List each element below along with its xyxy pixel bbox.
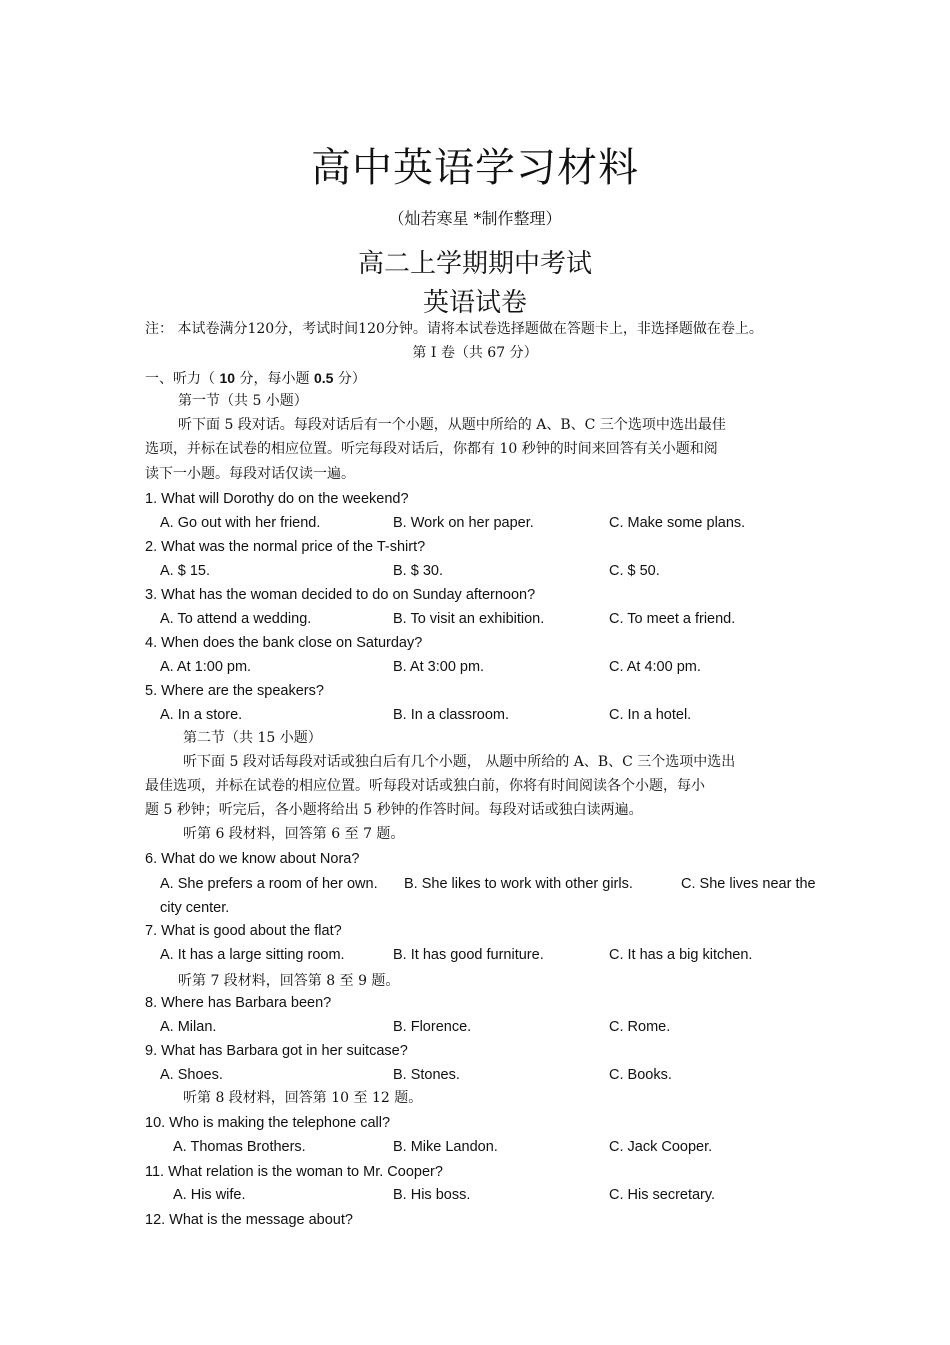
- page-title: 高中英语学习材料: [311, 145, 639, 191]
- option-b: B. To visit an exhibition.: [393, 611, 545, 627]
- option-a: A. In a store.: [160, 707, 243, 723]
- option-b: B. Mike Landon.: [393, 1139, 498, 1155]
- option-c-continued: city center.: [160, 900, 230, 916]
- option-a: A. $ 15.: [160, 563, 210, 579]
- question-stem: 5. Where are the speakers?: [145, 683, 324, 699]
- option-c: C. Books.: [609, 1067, 672, 1083]
- section-two-instructions-line: 最佳选项，并标在试卷的相应位置。听每段对话或独白前，你将有时间阅读各个小题，每小: [145, 778, 705, 794]
- heading-prefix: 一、听力（: [145, 371, 220, 387]
- option-a: A. Milan.: [160, 1019, 217, 1035]
- page-subtitle: （灿若寒星 *制作整理）: [388, 209, 562, 228]
- heading-each: 0.5: [313, 370, 334, 386]
- option-b: B. In a classroom.: [393, 707, 510, 723]
- section-one-instructions-line: 选项，并标在试卷的相应位置。听完每段对话后，你都有 10 秒钟的时间来回答有关小题和阅: [145, 441, 718, 457]
- section-one-title: 第一节（共 5 小题）: [178, 393, 308, 409]
- option-a: A. Go out with her friend.: [160, 515, 321, 531]
- option-b: B. Florence.: [393, 1019, 472, 1035]
- option-b: B. It has good furniture.: [393, 947, 544, 963]
- question-stem: 8. Where has Barbara been?: [145, 995, 332, 1011]
- section-one-instructions-line: 听下面 5 段对话。每段对话后有一个小题，从题中所给的 A、B、C 三个选项中选出最佳: [178, 417, 726, 433]
- option-b: B. She likes to work with other girls.: [404, 876, 633, 892]
- option-c: C. Rome.: [609, 1019, 671, 1035]
- option-c: C. It has a big kitchen.: [609, 947, 753, 963]
- material-direction: 听第 6 段材料，回答第 6 至 7 题。: [183, 826, 405, 842]
- option-b: B. $ 30.: [393, 563, 443, 579]
- option-a: A. Thomas Brothers.: [173, 1139, 306, 1155]
- question-stem: 11. What relation is the woman to Mr. Cooper?: [145, 1164, 443, 1180]
- question-stem: 1. What will Dorothy do on the weekend?: [145, 491, 409, 507]
- option-a: A. She prefers a room of her own.: [160, 876, 378, 892]
- section-two-instructions-line: 听下面 5 段对话每段对话或独白后有几个小题， 从题中所给的 A、B、C 三个选项中选出: [183, 754, 736, 770]
- option-a: A. To attend a wedding.: [160, 611, 312, 627]
- option-c: C. $ 50.: [609, 563, 660, 579]
- part-one-title: 第 I 卷（共 67 分）: [412, 345, 538, 361]
- material-direction: 听第 8 段材料，回答第 10 至 12 题。: [183, 1090, 423, 1106]
- option-a: A. Shoes.: [160, 1067, 223, 1083]
- question-stem: 10. Who is making the telephone call?: [145, 1115, 391, 1131]
- section-one-instructions-line: 读下一小题。每段对话仅读一遍。: [145, 466, 355, 482]
- heading-points: 10: [219, 370, 236, 386]
- option-c: C. At 4:00 pm.: [609, 659, 701, 675]
- option-b: B. At 3:00 pm.: [393, 659, 485, 675]
- question-stem: 7. What is good about the flat?: [145, 923, 342, 939]
- option-c: C. In a hotel.: [609, 707, 692, 723]
- heading-suffix: 分）: [333, 371, 366, 387]
- material-direction: 听第 7 段材料，回答第 8 至 9 题。: [178, 973, 400, 989]
- question-stem: 4. When does the bank close on Saturday?: [145, 635, 423, 651]
- option-c: C. To meet a friend.: [609, 611, 736, 627]
- question-stem: 3. What has the woman decided to do on Sunday afternoon?: [145, 587, 536, 603]
- exam-subject: 英语试卷: [422, 288, 527, 318]
- option-a: A. At 1:00 pm.: [160, 659, 252, 675]
- question-stem: 6. What do we know about Nora?: [145, 851, 360, 867]
- question-stem: 9. What has Barbara got in her suitcase?: [145, 1043, 408, 1059]
- section-two-instructions-line: 题 5 秒钟；听完后，各小题将给出 5 秒钟的作答时间。每段对话或独白读两遍。: [145, 802, 643, 818]
- listening-heading: [145, 369, 366, 388]
- option-c: C. Make some plans.: [609, 515, 746, 531]
- section-two-title: 第二节（共 15 小题）: [183, 730, 322, 746]
- option-c: C. Jack Cooper.: [609, 1139, 713, 1155]
- option-c: C. She lives near the: [681, 876, 816, 892]
- exam-title: 高二上学期期中考试: [357, 249, 592, 279]
- heading-mid: 分，每小题: [235, 371, 314, 387]
- option-b: B. Stones.: [393, 1067, 460, 1083]
- option-a: A. His wife.: [173, 1187, 246, 1203]
- exam-note: 注： 本试卷满分120分，考试时间120分钟。请将本试卷选择题做在答题卡上，非选择题做在卷上。: [145, 321, 763, 337]
- option-a: A. It has a large sitting room.: [160, 947, 345, 963]
- option-b: B. His boss.: [393, 1187, 471, 1203]
- option-c: C. His secretary.: [609, 1187, 716, 1203]
- option-b: B. Work on her paper.: [393, 515, 534, 531]
- question-stem: 12. What is the message about?: [145, 1212, 353, 1228]
- question-stem: 2. What was the normal price of the T-shirt?: [145, 539, 426, 555]
